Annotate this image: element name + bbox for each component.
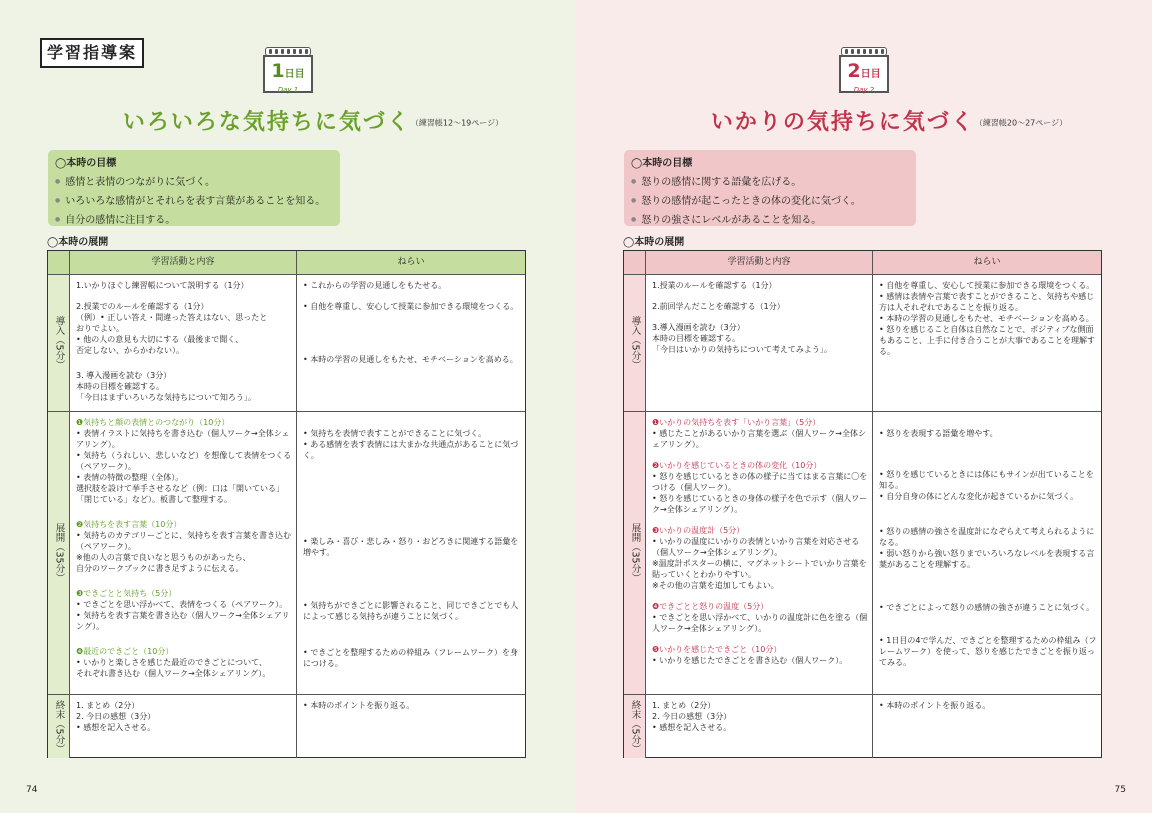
- column-header-aims: ねらい: [297, 251, 525, 275]
- section-closing: 終末（5分）: [48, 695, 70, 758]
- intro-aims: • 自他を尊重し、安心して授業に参加できる環境をつくる。 • 感情は表情や言葉で表すことができること、気持ちや感じ方は人それぞれであることを振り返る。 • 本時の学習の見通しをもたせ、モチベーションを高める。 • 怒りを感じること自体は自然なことで、ポジティブな側面もあること、上手に付き合うことが大事であることを理解する。: [873, 275, 1101, 412]
- day-unit: 日目: [860, 69, 881, 80]
- right-page: [576, 0, 1152, 813]
- lesson-plan-table: [623, 250, 1102, 758]
- goals-heading: ◯本時の目標: [55, 158, 117, 169]
- activity-heading: ❹最近のできごと（10分）: [76, 647, 174, 656]
- aim-item: • 本時の学習の見通しをもたせ、モチベーションを高める。: [303, 355, 518, 364]
- section-development: 展開（35分）: [624, 412, 646, 695]
- activity-item: 1.いかりほぐし練習帳について説明する（1分）: [76, 281, 249, 290]
- column-header-activities: 学習活動と内容: [646, 251, 873, 275]
- aim-item: • 怒りを表現する語彙を増やす。: [879, 429, 998, 438]
- day-english: Day 1: [277, 86, 299, 94]
- aim-item: • できごとを整理するための枠組み（フレームワーク）を身につける。: [303, 648, 518, 668]
- column-header-aims: ねらい: [873, 251, 1101, 275]
- activity-item: • いかりを感じたできごとを書き込む（個人ワーク）。: [652, 656, 848, 665]
- intro-activities: [646, 275, 873, 412]
- category-label: 学習指導案: [40, 38, 144, 68]
- development-activities: [70, 412, 297, 695]
- goal-item: ● 自分の感情に注目する。: [55, 211, 333, 230]
- activity-item: 3. 導入漫画を読む（3分） 本時の目標を確認する。 「今日はまずいろいろな気持ちについて知ろう」。: [76, 371, 256, 402]
- day-english: Day 2: [853, 86, 875, 94]
- workbook-page-ref: （練習帳20～27ページ）: [974, 118, 1068, 128]
- activity-item: 3.導入漫画を読む（3分） 本時の目標を確認する。 「今日はいかりの気持ちについて考えてみよう」。: [652, 323, 832, 354]
- day-number: 2: [847, 60, 861, 82]
- page-number: 75: [1114, 785, 1126, 795]
- workbook-page-ref: （練習帳12～19ページ）: [410, 118, 504, 128]
- lesson-plan-table: [47, 250, 526, 758]
- aim-item: • 気持ちができごとに影響されること、同じできごとでも人によって感じる気持ちが違うことに気づく。: [303, 601, 519, 621]
- intro-aims: [297, 275, 525, 412]
- activity-heading: ❶いかりの気持ちを表す「いかり言葉」（5分）: [652, 418, 821, 427]
- corner-cell: [48, 251, 70, 275]
- activity-item: 2.前回学んだことを確認する（1分）: [652, 302, 785, 311]
- activity-item: • できごとを思い浮かべて、表情をつくる（ペアワーク）。 • 気持ちを表す言葉を書き込む（個人ワーク→全体シェアリング）。: [76, 600, 290, 631]
- day-number: 1: [271, 60, 285, 82]
- lesson-goals: [48, 150, 340, 226]
- section-closing: 終末（5分）: [624, 695, 646, 758]
- aim-item: • できごとによって怒りの感情の強さが違うことに気づく。: [879, 603, 1095, 612]
- activity-heading: ❹できごとと怒りの温度（5分）: [652, 602, 769, 611]
- calendar-icon: [837, 47, 891, 95]
- development-activities: [646, 412, 873, 695]
- activity-item: • 表情イラストに気持ちを書き込む（個人ワーク→全体シェアリング）。 • 気持ち（うれしい、悲しいなど）を想像して表情をつくる（ペアワーク）。 • 表情の特徴の整理（全体）。 選択肢を設けて挙手させるなど（例：口は「開いている」「閉じている」など）。板書して整理する。: [76, 429, 292, 504]
- calendar-icon: [261, 47, 315, 95]
- aim-item: • 怒りを感じているときには体にもサインが出ていることを知る。 • 自分自身の体にどんな変化が起きているかに気づく。: [879, 470, 1094, 501]
- goal-item: ● いろいろな感情がとそれらを表す言葉があることを知る。: [55, 192, 333, 211]
- activity-heading: ❷気持ちを表す言葉（10分）: [76, 520, 182, 529]
- lesson-title-text: いろいろな気持ちに気づく: [122, 110, 411, 135]
- closing-aims: • 本時のポイントを振り返る。: [303, 701, 415, 710]
- activity-heading: ❸いかりの温度計（5分）: [652, 526, 745, 535]
- development-aims: [873, 412, 1101, 695]
- activity-item: 1.授業のルールを確認する（1分）: [652, 281, 777, 290]
- aim-item: • 怒りの感情の強さを温度計になぞらえて考えられるようになる。 • 弱い怒りから強い怒りまでいろいろなレベルを表現する言葉があることを理解する。: [879, 527, 1095, 569]
- activity-item: • できごとを思い浮かべて、いかりの温度計に色を塗る（個人ワーク→全体シェアリング）。: [652, 613, 868, 633]
- development-label: ◯本時の展開: [47, 237, 109, 248]
- intro-activities: [70, 275, 297, 412]
- activity-heading: ❸できごとと気持ち（5分）: [76, 589, 177, 598]
- lesson-title: [576, 105, 1152, 136]
- goals-heading: ◯本時の目標: [631, 158, 693, 169]
- aim-item: • 気持ちを表情で表すことができることに気づく。 • ある感情を表す表情には大まかな共通点があることに気づく。: [303, 429, 519, 460]
- activity-heading: ❷いかりを感じているときの体の変化（10分）: [652, 461, 822, 470]
- closing-aims: • 本時のポイントを振り返る。: [879, 701, 991, 710]
- day-unit: 日目: [284, 69, 305, 80]
- lesson-title-text: いかりの気持ちに気づく: [710, 110, 975, 135]
- activity-heading: ❶気持ちと顔の表情とのつながり（10分）: [76, 418, 230, 427]
- section-development: 展開（35分）: [48, 412, 70, 695]
- column-header-activities: 学習活動と内容: [70, 251, 297, 275]
- closing-activities: 1. まとめ（2分） 2. 今日の感想（3分） • 感想を記入させる。: [646, 695, 873, 758]
- lesson-goals: [624, 150, 916, 226]
- activity-item: • 怒りを感じているときの体の様子に当てはまる言葉に〇をつける（個人ワーク）。 • 怒りを感じているときの身体の様子を色で示す（個人ワーク→全体シェアリング）。: [652, 472, 868, 514]
- corner-cell: [624, 251, 646, 275]
- goal-item: ● 怒りの強さにレベルがあることを知る。: [631, 211, 909, 230]
- section-intro: 導入（5分）: [48, 275, 70, 412]
- activity-item: 2.授業でのルールを確認する（1分） （例）• 正しい答え・間違った答えはない、思ったと おりでよい。 • 他の人の意見も大切にする（最後まで聞く、 否定しない、からかわない）。: [76, 302, 268, 355]
- aim-item: • 自他を尊重し、安心して授業に参加できる環境をつくる。: [303, 302, 519, 311]
- goal-item: ● 感情と表情のつながりに気づく。: [55, 173, 333, 192]
- development-label: ◯本時の展開: [623, 237, 685, 248]
- development-aims: [297, 412, 525, 695]
- aim-item: • これからの学習の見通しをもたせる。: [303, 281, 447, 290]
- activity-item: • 感じたことがあるいかり言葉を選ぶ（個人ワーク→全体シェアリング）。: [652, 429, 866, 449]
- aim-item: • 楽しみ・喜び・悲しみ・怒り・おどろきに関連する語彙を増やす。: [303, 537, 519, 557]
- activity-heading: ❺いかりを感じたできごと（10分）: [652, 645, 782, 654]
- activity-item: • いかりの温度にいかりの表情といかり言葉を対応させる（個人ワーク→全体シェアリング）。 ※温度計ポスターの横に、マグネットシートでいかり言葉を貼っていくとわかりやすい。 ※その他の言葉を追加してもよい。: [652, 537, 867, 590]
- goal-item: ● 怒りの感情に関する語彙を広げる。: [631, 173, 909, 192]
- activity-item: • いかりと楽しさを感じた最近のできごとについて、 それぞれ書き込む（個人ワーク→全体シェアリング）。: [76, 658, 271, 678]
- lesson-title: [0, 105, 576, 136]
- page-number: 74: [26, 785, 38, 795]
- aim-item: • 1日目の4で学んだ、できごとを整理するための枠組み（フレームワーク）を使って、怒りを感じたできごとを振り返ってみる。: [879, 636, 1097, 667]
- section-intro: 導入（5分）: [624, 275, 646, 412]
- closing-activities: 1. まとめ（2分） 2. 今日の感想（3分） • 感想を記入させる。: [70, 695, 297, 758]
- goal-item: ● 怒りの感情が起こったときの体の変化に気づく。: [631, 192, 909, 211]
- activity-item: • 気持ちのカテゴリーごとに、気持ちを表す言葉を書き込む（ペアワーク）。 ※他の人の言葉で良いなと思うものがあったら、 自分のワークブックに書き足すように伝える。: [76, 531, 291, 573]
